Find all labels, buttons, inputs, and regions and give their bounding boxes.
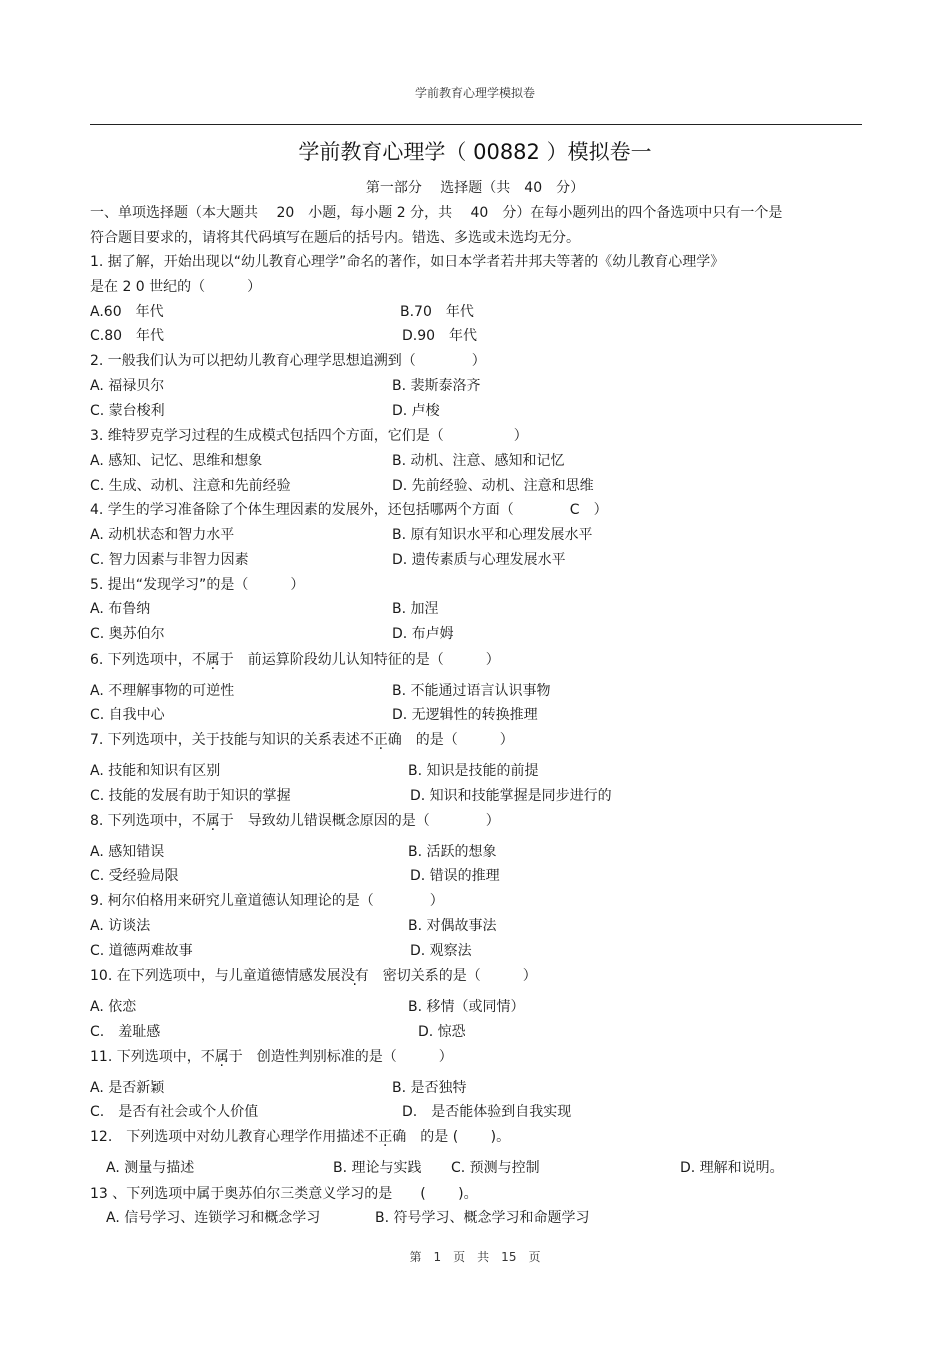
question-3-option-a: A. 感知、记忆、思维和想象 (90, 453, 263, 469)
question-11-option-b: B. 是否独特 (392, 1080, 467, 1096)
question-11-emphasis: 不属于 (200, 1049, 243, 1065)
question-2-option-a: A. 福禄贝尔 (90, 378, 165, 394)
question-9-option-c: C. 道德两难故事 (90, 943, 193, 959)
question-6-stem-end: 前运算阶段幼儿认知特征的是（ ） (233, 652, 500, 668)
question-9-option-a: A. 访谈法 (90, 918, 151, 934)
question-3-option-d: D. 先前经验、动机、注意和思维 (392, 478, 594, 494)
question-12-stem-start: 12. 下列选项中对幼儿教育心理学作用描述 (90, 1129, 365, 1145)
question-10-stem-start: 10. 在下列选项中，与儿童道德情感发展 (90, 968, 341, 984)
question-7-option-b: B. 知识是技能的前提 (408, 763, 539, 779)
question-7-option-a: A. 技能和知识有区别 (90, 763, 221, 779)
question-8-option-b: B. 活跃的想象 (408, 844, 497, 860)
question-5-option-b: B. 加涅 (392, 601, 439, 617)
question-11-stem-end: 创造性判别标准的是（ ） (242, 1049, 453, 1065)
question-10-option-a: A. 依恋 (90, 999, 137, 1015)
question-8-stem (90, 812, 500, 830)
question-6-stem (90, 651, 500, 669)
question-12-option-a: A. 测量与描述 (106, 1160, 195, 1176)
question-1-option-b: B.70 年代 (400, 304, 474, 320)
running-header: 学前教育心理学模拟卷 (414, 86, 535, 100)
instructions-line-1: 一、单项选择题（本大题共 20 小题，每小题 2 分，共 40 分）在每小题列出的四个备选项中只有一个是 (90, 205, 783, 221)
question-3-stem: 3. 维特罗克学习过程的生成模式包括四个方面，它们是（ ） (90, 428, 528, 444)
question-4-option-b: B. 原有知识水平和心理发展水平 (392, 527, 593, 543)
question-1-stem: 1. 据了解，开始出现以“幼儿教育心理学”命名的著作，如日本学者若井邦夫等著的《幼儿教育心理学》 (90, 254, 725, 270)
question-1-option-d: D.90 年代 (402, 328, 478, 344)
question-5-option-a: A. 布鲁纳 (90, 601, 151, 617)
question-11-option-d: D. 是否能体验到自我实现 (402, 1104, 572, 1120)
question-2-option-d: D. 卢梭 (392, 403, 440, 419)
header-rule (90, 124, 862, 125)
question-12-stem-end: 的是 ( )。 (406, 1129, 511, 1145)
question-6-option-d: D. 无逻辑性的转换推理 (392, 707, 538, 723)
question-2-option-c: C. 蒙台梭利 (90, 403, 165, 419)
question-8-option-c: C. 受经验局限 (90, 868, 179, 884)
question-12-option-c: C. 预测与控制 (451, 1160, 540, 1176)
question-8-option-d: D. 错误的推理 (410, 868, 500, 884)
question-2-stem: 2. 一般我们认为可以把幼儿教育心理学思想追溯到（ ） (90, 353, 486, 369)
part-heading: 第一部分 选择题（共 40 分） (365, 180, 585, 196)
question-7-option-c: C. 技能的发展有助于知识的掌握 (90, 788, 291, 804)
question-8-stem-start: 8. 下列选项中， (90, 813, 192, 829)
question-6-option-b: B. 不能通过语言认识事物 (392, 683, 551, 699)
question-9-option-b: B. 对偶故事法 (408, 918, 497, 934)
question-7-stem (90, 731, 514, 749)
question-10-option-c: C. 羞耻感 (90, 1024, 161, 1040)
question-4-stem: 4. 学生的学习准备除了个体生理因素的发展外，还包括哪两个方面（ C ） (90, 502, 608, 518)
question-5-stem: 5. 提出“发现学习”的是（ ） (90, 577, 305, 593)
question-1-stem-cont: 是在 2 0 世纪的（ ） (90, 279, 262, 295)
question-6-option-c: C. 自我中心 (90, 707, 165, 723)
question-12-stem (90, 1128, 510, 1146)
page-footer: 第 1 页 共 15 页 (409, 1250, 541, 1264)
question-8-option-a: A. 感知错误 (90, 844, 165, 860)
question-7-stem-end: 的是（ ） (401, 732, 514, 748)
question-13-stem: 13 、下列选项中属于奥苏伯尔三类意义学习的是 ( )。 (90, 1186, 478, 1202)
question-1-option-c: C.80 年代 (90, 328, 165, 344)
question-6-option-a: A. 不理解事物的可逆性 (90, 683, 235, 699)
question-7-stem-start: 7. 下列选项中，关于技能与知识的关系表述 (90, 732, 360, 748)
question-10-option-d: D. 惊恐 (418, 1024, 466, 1040)
question-10-stem (90, 967, 537, 985)
question-11-stem-start: 11. 下列选项中， (90, 1049, 201, 1065)
question-11-stem (90, 1048, 453, 1066)
question-9-option-d: D. 观察法 (410, 943, 472, 959)
question-8-stem-end: 导致幼儿错误概念原因的是（ ） (233, 813, 500, 829)
question-7-option-d: D. 知识和技能掌握是同步进行的 (410, 788, 612, 804)
question-4-option-c: C. 智力因素与非智力因素 (90, 552, 249, 568)
question-2-option-b: B. 裴斯泰洛齐 (392, 378, 481, 394)
question-6-emphasis: 不属于 (191, 652, 234, 668)
question-3-option-c: C. 生成、动机、注意和先前经验 (90, 478, 291, 494)
question-9-stem: 9. 柯尔伯格用来研究儿童道德认知理论的是（ ） (90, 893, 444, 909)
instructions-line-2: 符合题目要求的，请将其代码填写在题后的括号内。错选、多选或未选均无分。 (90, 230, 580, 246)
question-13-option-b: B. 符号学习、概念学习和命题学习 (375, 1210, 590, 1226)
question-5-option-c: C. 奥苏伯尔 (90, 626, 165, 642)
question-10-option-b: B. 移情（或同情） (408, 999, 525, 1015)
question-13-option-a: A. 信号学习、连锁学习和概念学习 (106, 1210, 321, 1226)
question-5-option-d: D. 布卢姆 (392, 626, 454, 642)
question-3-option-b: B. 动机、注意、感知和记忆 (392, 453, 565, 469)
question-8-emphasis: 不属于 (191, 813, 234, 829)
question-12-option-b: B. 理论与实践 (333, 1160, 422, 1176)
question-12-emphasis: 不正确 (364, 1129, 407, 1145)
question-12-option-d: D. 理解和说明。 (680, 1160, 784, 1176)
question-1-option-a: A.60 年代 (90, 304, 164, 320)
question-4-option-d: D. 遗传素质与心理发展水平 (392, 552, 566, 568)
question-11-option-c: C. 是否有社会或个人价值 (90, 1104, 259, 1120)
question-10-stem-end: 密切关系的是（ ） (368, 968, 537, 984)
question-4-option-a: A. 动机状态和智力水平 (90, 527, 235, 543)
question-7-emphasis: 不正确 (359, 732, 402, 748)
question-6-stem-start: 6. 下列选项中， (90, 652, 192, 668)
question-10-emphasis: 没有 (340, 968, 369, 984)
page-title: 学前教育心理学（ 00882 ）模拟卷一 (298, 140, 652, 164)
question-11-option-a: A. 是否新颖 (90, 1080, 165, 1096)
